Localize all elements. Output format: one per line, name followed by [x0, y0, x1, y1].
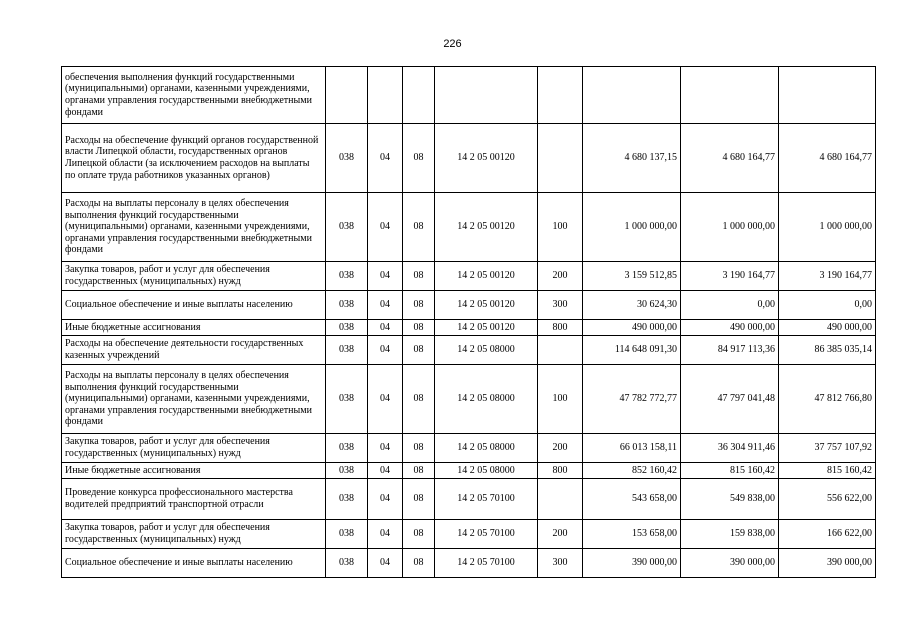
- row-ministry-code: 038: [326, 479, 368, 520]
- table-row: [62, 262, 876, 291]
- table-row: [62, 291, 876, 320]
- row-description: Закупка товаров, работ и услуг для обеспечения государственных (муниципальных) нужд: [62, 262, 326, 291]
- row-description: Расходы на обеспечение функций органов государственной власти Липецкой области, государственных органов Липецкой области (за исключением расходов на выплаты по оплате труда работников указанных органов): [62, 124, 326, 193]
- table-row: [62, 479, 876, 520]
- table-row: [62, 365, 876, 434]
- row-amount-year-1: 1 000 000,00: [583, 193, 681, 262]
- row-expense-type: 300: [538, 291, 583, 320]
- row-amount-year-1: 47 782 772,77: [583, 365, 681, 434]
- row-description: обеспечения выполнения функций государственными (муниципальными) органами, казенными учреждениями, органами управления государственными внебюджетными фондами: [62, 67, 326, 124]
- row-amount-year-3: 490 000,00: [779, 320, 876, 336]
- row-subsection-code: 08: [403, 463, 435, 479]
- row-ministry-code: 038: [326, 434, 368, 463]
- table-row: [62, 549, 876, 578]
- row-amount-year-1: 390 000,00: [583, 549, 681, 578]
- row-description: Проведение конкурса профессионального мастерства водителей предприятий транспортной отрасли: [62, 479, 326, 520]
- table-row: [62, 67, 876, 124]
- row-target-article: 14 2 05 70100: [435, 520, 538, 549]
- row-section-code: 04: [368, 434, 403, 463]
- row-expense-type: 200: [538, 520, 583, 549]
- row-description: Закупка товаров, работ и услуг для обеспечения государственных (муниципальных) нужд: [62, 520, 326, 549]
- row-amount-year-3: 390 000,00: [779, 549, 876, 578]
- row-amount-year-2: 36 304 911,46: [681, 434, 779, 463]
- row-ministry-code: 038: [326, 193, 368, 262]
- row-ministry-code: 038: [326, 291, 368, 320]
- row-target-article: 14 2 05 00120: [435, 262, 538, 291]
- row-target-article: 14 2 05 08000: [435, 463, 538, 479]
- row-amount-year-2: 84 917 113,36: [681, 336, 779, 365]
- row-amount-year-3: 37 757 107,92: [779, 434, 876, 463]
- row-description: Иные бюджетные ассигнования: [62, 320, 326, 336]
- row-target-article: 14 2 05 00120: [435, 193, 538, 262]
- row-amount-year-2: 549 838,00: [681, 479, 779, 520]
- row-subsection-code: 08: [403, 320, 435, 336]
- row-amount-year-1: 3 159 512,85: [583, 262, 681, 291]
- row-section-code: 04: [368, 365, 403, 434]
- row-amount-year-2: 0,00: [681, 291, 779, 320]
- row-section-code: 04: [368, 262, 403, 291]
- row-expense-type: [538, 67, 583, 124]
- row-expense-type: 300: [538, 549, 583, 578]
- row-subsection-code: 08: [403, 549, 435, 578]
- budget-table: [61, 66, 876, 578]
- row-section-code: 04: [368, 320, 403, 336]
- row-amount-year-1: 66 013 158,11: [583, 434, 681, 463]
- row-target-article: 14 2 05 70100: [435, 549, 538, 578]
- row-amount-year-1: 852 160,42: [583, 463, 681, 479]
- row-ministry-code: 038: [326, 463, 368, 479]
- row-amount-year-2: 4 680 164,77: [681, 124, 779, 193]
- table-row: [62, 124, 876, 193]
- row-description: Социальное обеспечение и иные выплаты населению: [62, 291, 326, 320]
- table-row: [62, 463, 876, 479]
- table-row: [62, 320, 876, 336]
- row-ministry-code: 038: [326, 549, 368, 578]
- row-ministry-code: 038: [326, 365, 368, 434]
- row-amount-year-3: 86 385 035,14: [779, 336, 876, 365]
- row-amount-year-2: 47 797 041,48: [681, 365, 779, 434]
- row-ministry-code: [326, 67, 368, 124]
- row-amount-year-2: 490 000,00: [681, 320, 779, 336]
- row-amount-year-2: 390 000,00: [681, 549, 779, 578]
- row-section-code: 04: [368, 124, 403, 193]
- row-target-article: 14 2 05 00120: [435, 320, 538, 336]
- row-amount-year-3: 4 680 164,77: [779, 124, 876, 193]
- row-target-article: 14 2 05 00120: [435, 291, 538, 320]
- row-amount-year-3: 815 160,42: [779, 463, 876, 479]
- row-amount-year-1: 30 624,30: [583, 291, 681, 320]
- row-description: Расходы на выплаты персоналу в целях обеспечения выполнения функций государственными (муниципальными) органами, казенными учреждениями, органами управления государственными внебюджетными фондами: [62, 365, 326, 434]
- row-target-article: 14 2 05 08000: [435, 434, 538, 463]
- row-ministry-code: 038: [326, 336, 368, 365]
- row-amount-year-1: [583, 67, 681, 124]
- row-section-code: 04: [368, 193, 403, 262]
- row-amount-year-2: 1 000 000,00: [681, 193, 779, 262]
- row-amount-year-1: 4 680 137,15: [583, 124, 681, 193]
- row-amount-year-3: 1 000 000,00: [779, 193, 876, 262]
- row-amount-year-1: 543 658,00: [583, 479, 681, 520]
- row-section-code: [368, 67, 403, 124]
- page-number: 226: [443, 38, 462, 50]
- row-section-code: 04: [368, 336, 403, 365]
- table-row: [62, 520, 876, 549]
- row-subsection-code: 08: [403, 124, 435, 193]
- row-subsection-code: 08: [403, 262, 435, 291]
- row-target-article: [435, 67, 538, 124]
- row-target-article: 14 2 05 08000: [435, 336, 538, 365]
- row-amount-year-1: 153 658,00: [583, 520, 681, 549]
- row-description: Социальное обеспечение и иные выплаты населению: [62, 549, 326, 578]
- table-row: [62, 336, 876, 365]
- table-row: [62, 193, 876, 262]
- row-ministry-code: 038: [326, 320, 368, 336]
- row-target-article: 14 2 05 00120: [435, 124, 538, 193]
- row-amount-year-2: 815 160,42: [681, 463, 779, 479]
- row-expense-type: 200: [538, 434, 583, 463]
- row-subsection-code: 08: [403, 193, 435, 262]
- row-subsection-code: [403, 67, 435, 124]
- row-amount-year-3: 3 190 164,77: [779, 262, 876, 291]
- row-section-code: 04: [368, 549, 403, 578]
- row-amount-year-2: 159 838,00: [681, 520, 779, 549]
- row-subsection-code: 08: [403, 434, 435, 463]
- row-subsection-code: 08: [403, 365, 435, 434]
- row-expense-type: 200: [538, 262, 583, 291]
- row-ministry-code: 038: [326, 520, 368, 549]
- row-expense-type: 100: [538, 193, 583, 262]
- row-expense-type: [538, 124, 583, 193]
- row-section-code: 04: [368, 479, 403, 520]
- row-description: Закупка товаров, работ и услуг для обеспечения государственных (муниципальных) нужд: [62, 434, 326, 463]
- row-expense-type: 800: [538, 463, 583, 479]
- row-amount-year-3: 556 622,00: [779, 479, 876, 520]
- row-section-code: 04: [368, 291, 403, 320]
- row-section-code: 04: [368, 520, 403, 549]
- row-expense-type: [538, 479, 583, 520]
- row-amount-year-3: 166 622,00: [779, 520, 876, 549]
- row-amount-year-1: 490 000,00: [583, 320, 681, 336]
- row-section-code: 04: [368, 463, 403, 479]
- row-expense-type: [538, 336, 583, 365]
- row-target-article: 14 2 05 70100: [435, 479, 538, 520]
- row-ministry-code: 038: [326, 262, 368, 291]
- row-amount-year-2: 3 190 164,77: [681, 262, 779, 291]
- row-amount-year-3: [779, 67, 876, 124]
- row-expense-type: 800: [538, 320, 583, 336]
- row-amount-year-3: 47 812 766,80: [779, 365, 876, 434]
- table-row: [62, 434, 876, 463]
- row-expense-type: 100: [538, 365, 583, 434]
- row-description: Расходы на обеспечение деятельности государственных казенных учреждений: [62, 336, 326, 365]
- row-subsection-code: 08: [403, 520, 435, 549]
- row-subsection-code: 08: [403, 336, 435, 365]
- row-description: Иные бюджетные ассигнования: [62, 463, 326, 479]
- row-ministry-code: 038: [326, 124, 368, 193]
- row-amount-year-1: 114 648 091,30: [583, 336, 681, 365]
- row-amount-year-3: 0,00: [779, 291, 876, 320]
- row-description: Расходы на выплаты персоналу в целях обеспечения выполнения функций государственными (муниципальными) органами, казенными учреждениями, органами управления государственными внебюджетными фондами: [62, 193, 326, 262]
- row-target-article: 14 2 05 08000: [435, 365, 538, 434]
- row-subsection-code: 08: [403, 291, 435, 320]
- row-amount-year-2: [681, 67, 779, 124]
- row-subsection-code: 08: [403, 479, 435, 520]
